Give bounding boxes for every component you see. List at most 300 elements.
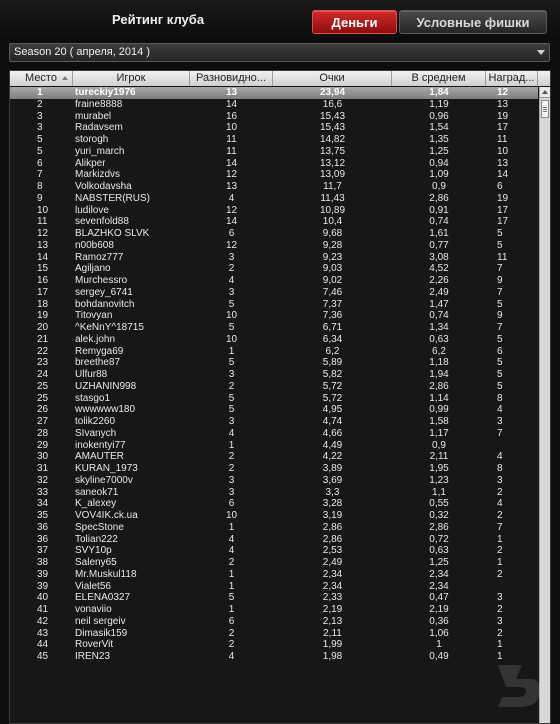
cell-player: sevenfold88: [75, 216, 129, 228]
cell-average: 1,09: [429, 169, 449, 181]
cell-player: Dimasik159: [75, 627, 128, 639]
cell-points: 2,86: [322, 533, 343, 545]
cell-points: 9,28: [322, 239, 343, 251]
tab-money[interactable]: Деньги: [312, 10, 397, 34]
cell-variants: 3: [228, 486, 235, 498]
cell-awards: [486, 440, 538, 452]
cell-points: 2,34: [322, 580, 343, 592]
cell-variants: 13: [225, 181, 238, 192]
cell-awards: 1: [497, 651, 503, 662]
cell-awards: 2: [497, 510, 503, 521]
cell-place: 14: [37, 251, 49, 263]
cell-average: 1: [436, 639, 442, 651]
cell-variants: 4: [228, 533, 235, 545]
table-row[interactable]: [10, 475, 538, 487]
cell-points: 6,71: [322, 322, 343, 333]
table-row[interactable]: [10, 205, 538, 217]
cell-average: 2,19: [429, 604, 449, 615]
table-row[interactable]: [10, 592, 538, 604]
cell-points: 16,6: [322, 98, 343, 110]
table-row[interactable]: [10, 216, 538, 228]
cell-player: ELENA0327: [75, 592, 131, 604]
cell-points: 6,34: [322, 333, 343, 345]
cell-awards: 4: [497, 404, 503, 416]
cell-points: 1,99: [322, 639, 343, 651]
table-row[interactable]: [10, 463, 538, 475]
cell-player: breethe87: [75, 357, 121, 369]
cell-awards: 13: [497, 98, 509, 110]
cell-awards: 17: [497, 216, 509, 228]
cell-player: Saleny65: [75, 557, 117, 568]
cell-place: 13: [37, 239, 49, 251]
cell-player: Ramoz777: [75, 251, 124, 263]
cell-awards: 9: [497, 310, 503, 322]
cell-average: 6,2: [432, 345, 446, 357]
cell-points: 23,94: [319, 87, 346, 98]
cell-variants: 4: [228, 275, 235, 286]
cell-average: 1,94: [429, 369, 449, 380]
cell-average: 2,86: [429, 192, 449, 204]
cell-player: Alikper: [75, 157, 106, 169]
cell-variants: 2: [228, 463, 235, 474]
top-bar: [0, 0, 560, 40]
cell-variants: 2: [228, 451, 235, 463]
table-row[interactable]: [10, 557, 538, 569]
cell-place: 18: [37, 298, 49, 310]
cell-points: 9,68: [322, 228, 343, 239]
cell-variants: 14: [225, 216, 238, 228]
cell-player: bohdanovitch: [75, 298, 135, 310]
cell-variants: 12: [225, 239, 238, 251]
table-row[interactable]: [10, 545, 538, 557]
cell-average: 1,25: [429, 557, 449, 568]
table-row[interactable]: [10, 252, 538, 264]
cell-variants: 1: [228, 439, 235, 451]
cell-points: 13,12: [319, 157, 346, 169]
cell-points: 10,4: [322, 216, 343, 228]
page-title: Рейтинг клуба: [112, 12, 205, 27]
table-row[interactable]: [10, 263, 538, 275]
table-row[interactable]: [10, 604, 538, 616]
cell-player: Vialet56: [75, 580, 111, 592]
cell-place: 36: [37, 521, 49, 533]
cell-variants: 2: [228, 263, 235, 275]
cell-average: 0,99: [429, 404, 449, 416]
table-row[interactable]: [10, 181, 538, 193]
cell-average: 1,54: [429, 122, 449, 134]
cell-awards: 9: [497, 275, 503, 286]
cell-variants: 3: [228, 369, 235, 380]
cell-average: 0,94: [429, 157, 449, 169]
table-row[interactable]: [10, 651, 538, 663]
table-row[interactable]: [10, 639, 538, 651]
season-select-value: Season 20 ( апреля, 2014 ): [14, 46, 150, 58]
table-row[interactable]: [10, 581, 538, 593]
cell-awards: 5: [497, 357, 503, 369]
table-row[interactable]: [10, 451, 538, 463]
table-row[interactable]: [10, 111, 538, 123]
cell-average: 1,06: [429, 627, 449, 639]
table-row[interactable]: [10, 393, 538, 405]
cell-variants: 4: [228, 192, 235, 204]
cell-awards: 3: [497, 416, 503, 427]
cell-average: 0,96: [429, 110, 449, 122]
cell-points: 3,3: [325, 486, 340, 498]
tab-play-chips[interactable]: Условные фишки: [399, 10, 547, 34]
cell-place: 7: [37, 169, 43, 181]
cell-average: 2,34: [429, 568, 449, 580]
cell-player: Tolian222: [75, 533, 118, 545]
cell-points: 7,36: [322, 310, 343, 322]
cell-player: AMAUTER: [75, 451, 124, 463]
cell-place: 12: [37, 228, 49, 239]
cell-variants: 2: [228, 380, 235, 392]
cell-place: 35: [37, 510, 49, 521]
cell-place: 39: [37, 568, 49, 580]
cell-awards: 5: [497, 369, 503, 380]
cell-variants: 11: [226, 134, 237, 145]
cell-variants: 2: [228, 639, 235, 651]
table-row[interactable]: [10, 334, 538, 346]
table-row[interactable]: [10, 487, 538, 499]
cell-player: IREN23: [75, 651, 111, 662]
cell-awards: 19: [497, 110, 509, 122]
cell-variants: 5: [228, 357, 235, 369]
cell-points: 14,82: [319, 134, 346, 145]
cell-average: 1,19: [429, 98, 449, 110]
cell-place: 31: [37, 463, 49, 474]
cell-variants: 1: [228, 568, 235, 580]
cell-average: 0,36: [429, 615, 449, 627]
cell-place: 25: [37, 380, 49, 392]
cell-place: 3: [37, 122, 43, 134]
cell-player: alek.john: [75, 333, 116, 345]
cell-points: 4,95: [322, 404, 343, 416]
season-select[interactable]: [9, 43, 550, 62]
cell-player: RoverVit: [75, 639, 114, 651]
cell-awards: 1: [497, 639, 503, 651]
cell-awards: 2: [497, 486, 503, 498]
cell-points: 5,89: [322, 357, 343, 369]
cell-player: Mr.Muskul118: [75, 568, 137, 580]
table-row[interactable]: [10, 428, 538, 440]
table-row[interactable]: [10, 134, 538, 146]
cell-place: 30: [37, 451, 49, 463]
cell-place: 41: [37, 604, 49, 615]
cell-awards: 19: [497, 192, 509, 204]
cell-place: 20: [37, 322, 49, 333]
cell-variants: 16: [225, 110, 238, 122]
cell-awards: 5: [497, 333, 503, 345]
cell-place: 15: [37, 263, 49, 275]
cell-player: UZHANIN998: [75, 380, 137, 392]
cell-place: 17: [37, 286, 49, 298]
cell-points: 15,43: [319, 122, 346, 134]
cell-average: 0,47: [429, 592, 449, 604]
cell-points: 6,2: [325, 345, 340, 357]
table-body: [10, 87, 538, 663]
cell-awards: 11: [497, 134, 508, 145]
cell-place: 44: [37, 639, 49, 651]
cell-player: neil sergeiv: [75, 615, 126, 627]
cell-variants: 12: [225, 169, 238, 181]
table-row[interactable]: [10, 158, 538, 170]
column-header-place[interactable]: Место: [10, 71, 73, 86]
cell-place: 19: [37, 310, 49, 322]
table-row[interactable]: [10, 569, 538, 581]
cell-points: 2,49: [322, 557, 343, 568]
cell-variants: 5: [228, 298, 235, 310]
cell-variants: 4: [228, 427, 235, 439]
cell-awards: 1: [497, 557, 503, 568]
cell-points: 7,46: [322, 286, 343, 298]
column-header-variants[interactable]: Разновидно...: [190, 71, 273, 86]
cell-place: 28: [37, 427, 49, 439]
cell-place: 42: [37, 615, 49, 627]
cell-player: tureckiy1976: [75, 87, 136, 98]
cell-variants: 2: [228, 627, 235, 639]
cell-player: SIvanych: [75, 427, 117, 439]
cell-awards: 7: [497, 286, 503, 298]
cell-place: 8: [37, 181, 43, 192]
table-row[interactable]: [10, 275, 538, 287]
cell-awards: 7: [497, 322, 503, 333]
cell-awards: 3: [497, 474, 503, 486]
cell-player: Remyga69: [75, 345, 124, 357]
cell-variants: 5: [228, 322, 235, 333]
scroll-up-arrow-icon[interactable]: [540, 87, 550, 98]
cell-average: 2,34: [429, 580, 449, 592]
cell-player: Volkodavsha: [75, 181, 132, 192]
cell-points: 7,37: [322, 298, 343, 310]
cell-player: saneok71: [75, 486, 119, 498]
cell-awards: 1: [497, 533, 503, 545]
cell-player: Ulfur88: [75, 369, 108, 380]
vertical-scrollbar[interactable]: [539, 87, 550, 723]
cell-variants: 1: [228, 345, 235, 357]
cell-points: 10,89: [319, 204, 346, 216]
cell-points: 2,86: [322, 521, 343, 533]
rating-table: [9, 70, 551, 724]
cell-variants: 10: [225, 510, 238, 521]
chevron-down-icon[interactable]: [537, 50, 545, 55]
cell-player: sergey_6741: [75, 286, 133, 298]
cell-player: K_alexey: [75, 498, 117, 510]
table-row[interactable]: [10, 228, 538, 240]
cell-place: 23: [37, 357, 49, 369]
cell-place: 43: [37, 627, 49, 639]
cell-awards: 11: [497, 251, 508, 263]
cell-player: murabel: [75, 110, 112, 122]
table-row[interactable]: [10, 122, 538, 134]
cell-points: 5,72: [322, 380, 343, 392]
table-row[interactable]: [10, 240, 538, 252]
cell-points: 15,43: [319, 110, 346, 122]
cell-place: 29: [37, 439, 49, 451]
cell-variants: 14: [225, 157, 238, 169]
cell-place: 21: [37, 333, 49, 345]
cell-player: n00b608: [75, 239, 114, 251]
cell-variants: 3: [228, 474, 235, 486]
table-row[interactable]: [10, 287, 538, 299]
table-row[interactable]: [10, 628, 538, 640]
cell-place: 10: [37, 204, 49, 216]
cell-points: 11,43: [320, 192, 345, 204]
cell-awards: 5: [497, 228, 503, 239]
cell-awards: 6: [497, 181, 503, 192]
cell-variants: 3: [228, 286, 235, 298]
cell-player: skyline7000v: [75, 474, 133, 486]
table-row[interactable]: [10, 169, 538, 181]
table-row[interactable]: [10, 99, 538, 111]
cell-points: 2,34: [322, 568, 343, 580]
table-row[interactable]: [10, 299, 538, 311]
cell-points: 5,82: [322, 369, 343, 380]
cell-awards: 2: [497, 627, 503, 639]
table-row[interactable]: [10, 404, 538, 416]
table-row[interactable]: [10, 416, 538, 428]
cell-points: 9,23: [322, 251, 343, 263]
cell-points: 2,53: [322, 545, 343, 557]
table-row[interactable]: [10, 146, 538, 158]
column-header-awards[interactable]: Наград...: [486, 71, 538, 86]
cell-points: 11,7: [323, 181, 342, 192]
cell-average: 2,26: [429, 275, 449, 286]
cell-player: SVY10p: [75, 545, 112, 557]
cell-points: 13,75: [319, 145, 346, 157]
cell-average: 2,49: [429, 286, 449, 298]
cell-variants: 3: [228, 251, 235, 263]
table-row[interactable]: [10, 510, 538, 522]
cell-variants: 5: [228, 392, 235, 404]
cell-average: 0,63: [429, 333, 449, 345]
table-header: [10, 71, 550, 86]
sort-ascending-icon: [62, 76, 68, 80]
cell-place: 22: [37, 345, 49, 357]
cell-place: 40: [37, 592, 49, 604]
cell-awards: 6: [497, 345, 503, 357]
cell-place: 36: [37, 533, 49, 545]
cell-average: 0,74: [429, 216, 449, 228]
cell-player: Murchessro: [75, 275, 128, 286]
cell-average: 1,58: [429, 416, 449, 427]
cell-points: 2,13: [322, 615, 343, 627]
cell-place: 45: [37, 651, 49, 662]
cell-average: 4,52: [429, 263, 449, 275]
cell-points: 4,66: [322, 427, 343, 439]
cell-place: 3: [37, 110, 43, 122]
cell-points: 3,28: [322, 498, 343, 510]
cell-variants: 4: [228, 651, 235, 662]
scroll-thumb[interactable]: [541, 100, 549, 118]
cell-player: tolik2260: [75, 416, 116, 427]
column-header-average[interactable]: В среднем: [392, 71, 486, 86]
cell-variants: 10: [225, 333, 238, 345]
cell-variants: 6: [228, 228, 235, 239]
cell-variants: 1: [228, 521, 235, 533]
column-header-points[interactable]: Очки: [273, 71, 392, 86]
cell-average: 1,35: [429, 134, 449, 145]
cell-variants: 10: [225, 310, 238, 322]
cell-place: 32: [37, 474, 49, 486]
cell-awards: 10: [497, 145, 509, 157]
cell-place: 39: [37, 580, 49, 592]
table-row[interactable]: [10, 357, 538, 369]
cell-points: 2,11: [323, 627, 342, 639]
cell-player: SpecStone: [75, 521, 124, 533]
cell-awards: 4: [497, 451, 503, 463]
column-header-player[interactable]: Игрок: [73, 71, 190, 86]
cell-average: 0,72: [429, 533, 449, 545]
cell-points: 9,02: [322, 275, 343, 286]
cell-awards: 12: [497, 87, 509, 98]
table-row[interactable]: [10, 498, 538, 510]
cell-variants: 14: [225, 98, 238, 110]
cell-place: 24: [37, 369, 49, 380]
cell-average: 1,18: [429, 357, 449, 369]
cell-average: 0,91: [429, 204, 449, 216]
cell-awards: 2: [497, 545, 503, 557]
cell-average: 1,17: [429, 427, 449, 439]
cell-awards: 5: [497, 298, 503, 310]
cell-place: 26: [37, 404, 49, 416]
cell-awards: 2: [497, 604, 503, 615]
cell-awards: 3: [497, 615, 503, 627]
cell-place: 16: [37, 275, 49, 286]
cell-awards: 7: [497, 427, 503, 439]
table-row[interactable]: [10, 193, 538, 205]
cell-points: 9,03: [322, 263, 343, 275]
cell-place: 25: [37, 392, 49, 404]
cell-player: fraine8888: [75, 98, 123, 110]
cell-points: 4,22: [322, 451, 343, 463]
cell-variants: 3: [228, 416, 235, 427]
cell-variants: 2: [228, 557, 235, 568]
table-row[interactable]: [10, 534, 538, 546]
cell-player: wwwwww180: [75, 404, 136, 416]
cell-variants: 11: [226, 145, 237, 157]
cell-variants: 1: [228, 580, 235, 592]
table-row[interactable]: [10, 440, 538, 452]
table-row[interactable]: [10, 87, 538, 99]
cell-variants: 4: [228, 545, 235, 557]
cell-player: VOV4IK.ck.ua: [75, 510, 138, 521]
cell-player: ludilove: [75, 204, 109, 216]
cell-awards: 17: [497, 122, 509, 134]
cell-average: 0,74: [429, 310, 449, 322]
table-row[interactable]: [10, 616, 538, 628]
cell-player: stasgo1: [75, 392, 111, 404]
cell-awards: 14: [497, 169, 509, 181]
cell-awards: 3: [497, 592, 503, 604]
table-row[interactable]: [10, 381, 538, 393]
table-row[interactable]: [10, 310, 538, 322]
cell-place: 11: [37, 216, 48, 228]
cell-variants: 1: [228, 604, 235, 615]
cell-average: 1,61: [429, 228, 449, 239]
cell-variants: 6: [228, 498, 235, 510]
cell-average: 0,49: [429, 651, 449, 662]
cell-place: 37: [37, 545, 49, 557]
cell-player: KURAN_1973: [75, 463, 138, 474]
table-row[interactable]: [10, 369, 538, 381]
cell-variants: 10: [225, 122, 238, 134]
table-row[interactable]: [10, 322, 538, 334]
cell-player: vonaviio: [75, 604, 112, 615]
table-row[interactable]: [10, 346, 538, 358]
cell-points: 5,72: [322, 392, 343, 404]
table-row[interactable]: [10, 522, 538, 534]
